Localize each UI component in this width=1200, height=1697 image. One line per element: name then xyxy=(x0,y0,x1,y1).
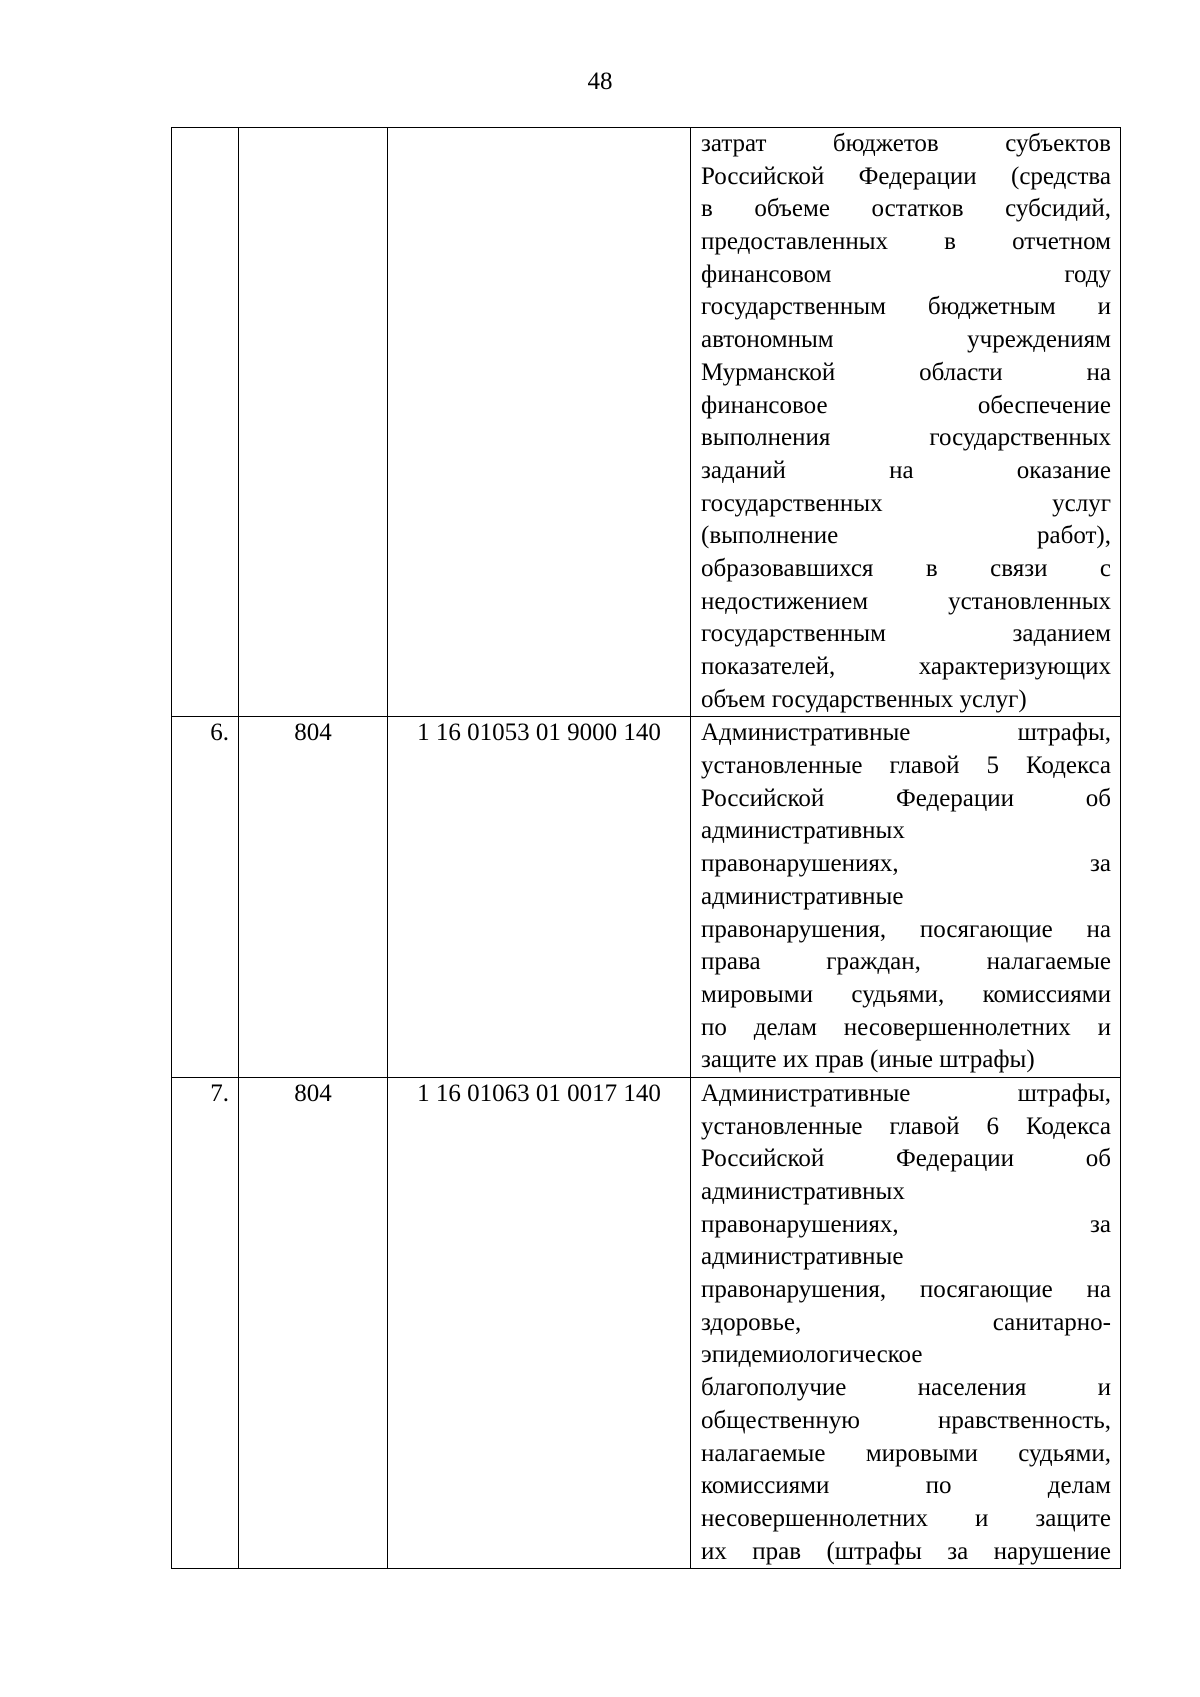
revenue-name-line: правонарушения, посягающие на xyxy=(701,1276,1111,1304)
revenue-name-line: финансовом году xyxy=(701,260,1111,288)
revenue-name-line: установленные главой 5 Кодекса xyxy=(701,752,1111,780)
revenue-name-line: общественную нравственность, xyxy=(701,1406,1111,1434)
revenue-name-line: по делам несовершеннолетних и xyxy=(701,1013,1111,1041)
revenue-name-line: установленные главой 6 Кодекса xyxy=(701,1112,1111,1140)
revenue-name-line: образовавшихся в связи с xyxy=(701,554,1111,582)
revenue-name-line: предоставленных в отчетном xyxy=(701,228,1111,256)
revenue-name-line: налагаемые мировыми судьями, xyxy=(701,1439,1111,1467)
budget-code-cell xyxy=(388,128,691,717)
revenue-name-line: благополучие населения и xyxy=(701,1374,1111,1402)
revenue-name-line: административных xyxy=(701,1178,905,1205)
revenue-name-line: выполнения государственных xyxy=(701,424,1111,452)
revenue-name-line: Административные штрафы, xyxy=(701,1079,1111,1107)
revenue-name-line: Российской Федерации об xyxy=(701,784,1111,812)
revenue-name-line: показателей, характеризующих xyxy=(701,653,1111,680)
revenue-name-line: в объеме остатков субсидий, xyxy=(701,195,1111,223)
revenue-name-line: правонарушениях, за xyxy=(701,850,1111,878)
revenue-name-line: объем государственных услуг) xyxy=(701,685,1027,713)
admin-code-cell: 804 xyxy=(239,1077,388,1568)
revenue-name-line: эпидемиологическое xyxy=(701,1341,923,1369)
admin-code-cell: 804 xyxy=(239,717,388,1078)
revenue-name-line: правонарушениях, за xyxy=(701,1210,1111,1238)
revenue-name-line: их прав (штрафы за нарушение xyxy=(701,1537,1111,1565)
table-body xyxy=(172,128,1121,1569)
table-row xyxy=(172,128,1121,717)
table-row xyxy=(172,1077,1121,1568)
revenue-name-line: административные xyxy=(701,882,904,910)
revenue-name-line: Российской Федерации об xyxy=(701,1145,1111,1173)
revenue-name-line: недостижением установленных xyxy=(701,587,1111,615)
revenue-name-line: административные xyxy=(701,1243,904,1271)
revenue-name-line: финансовое обеспечение xyxy=(701,391,1111,419)
revenue-name-line: (выполнение работ), xyxy=(701,522,1111,550)
revenue-name-line: Административные штрафы, xyxy=(701,719,1111,747)
revenue-name-line: затрат бюджетов субъектов xyxy=(701,130,1111,157)
revenue-name-line: заданий на оказание xyxy=(701,456,1111,484)
revenue-name-line: Российской Федерации (средства xyxy=(701,162,1111,190)
revenue-name-line: государственным бюджетным и xyxy=(701,293,1111,321)
revenue-name-line: несовершеннолетних и защите xyxy=(701,1504,1111,1532)
revenue-name-line: права граждан, налагаемые xyxy=(701,948,1111,976)
budget-code-cell: 1 16 01053 01 9000 140 xyxy=(388,717,691,1078)
revenue-name-cell xyxy=(691,128,1121,717)
revenue-codes-table xyxy=(171,127,1121,1569)
revenue-name-cell xyxy=(691,717,1121,1078)
budget-code-cell: 1 16 01063 01 0017 140 xyxy=(388,1077,691,1568)
revenue-name-line: автономным учреждениям xyxy=(701,326,1111,354)
revenue-name-line: государственным заданием xyxy=(701,620,1111,648)
revenue-name-line: комиссиями по делам xyxy=(701,1472,1111,1500)
admin-code-cell xyxy=(239,128,388,717)
table-row xyxy=(172,717,1121,1078)
revenue-name-line: здоровье, санитарно- xyxy=(701,1308,1111,1336)
page-number: 48 xyxy=(587,68,613,95)
revenue-name-line: правонарушения, посягающие на xyxy=(701,915,1111,943)
row-number-cell: 7. xyxy=(172,1077,239,1568)
revenue-name-line: защите их прав (иные штрафы) xyxy=(701,1046,1035,1074)
revenue-name-line: административных xyxy=(701,817,905,845)
row-number-cell: 6. xyxy=(172,717,239,1078)
row-number-cell xyxy=(172,128,239,717)
revenue-name-line: Мурманской области на xyxy=(701,358,1111,386)
revenue-name-line: мировыми судьями, комиссиями xyxy=(701,980,1111,1008)
revenue-name-line: государственных услуг xyxy=(701,489,1111,517)
revenue-name-cell xyxy=(691,1077,1121,1568)
